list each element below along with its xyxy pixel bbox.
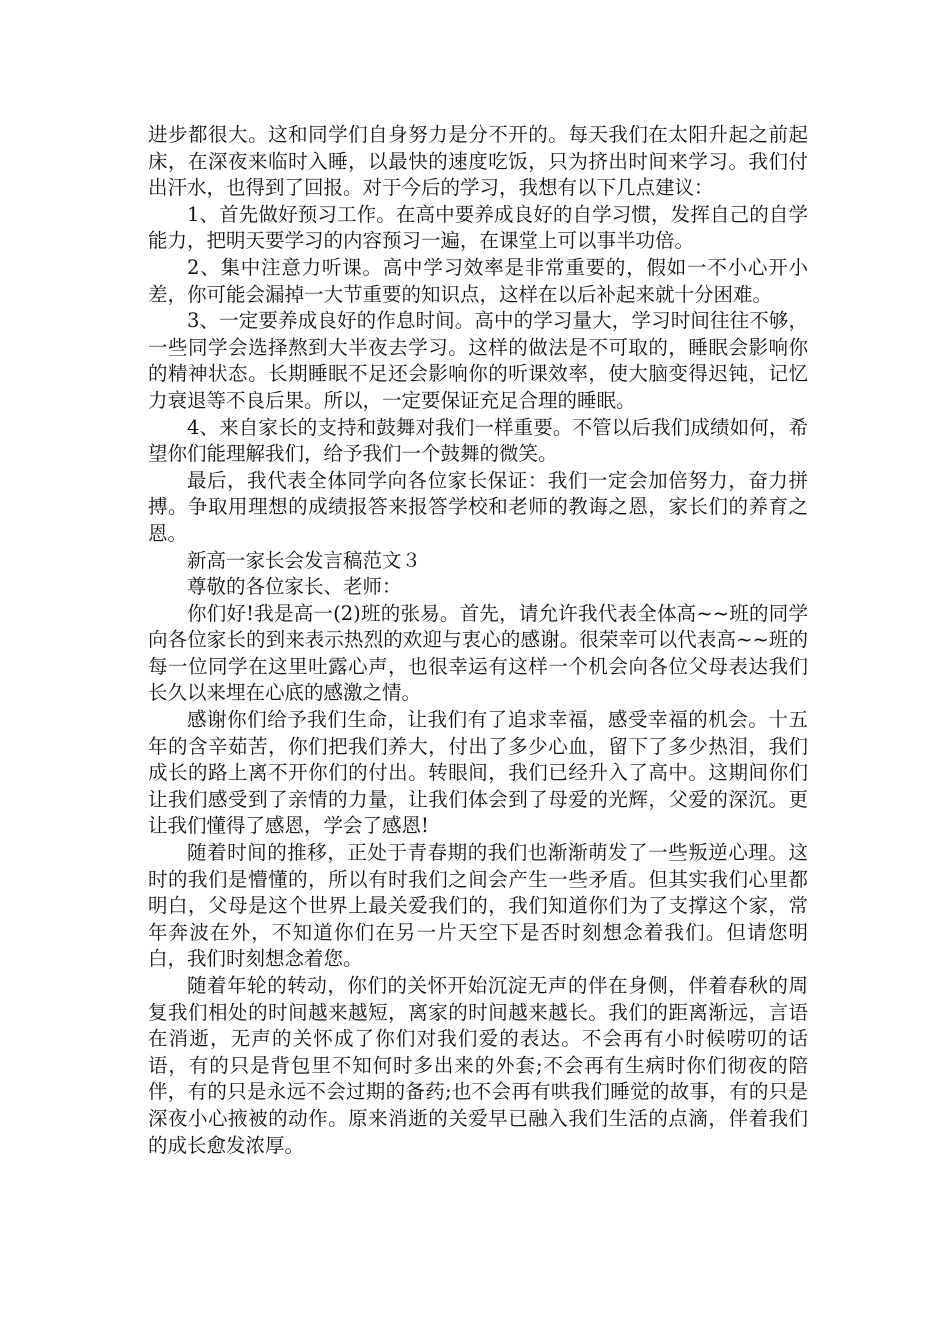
paragraph-suggestion-3: 3、一定要养成良好的作息时间。高中的学习量大，学习时间往往不够，一些同学会选择熬到大半夜去学习。这样的做法是不可取的，睡眠会影响你的精神状态。长期睡眠不足还会影响你的听课效率，使大脑变得迟钝，记忆力衰退等不良后果。所以，一定要保证充足合理的睡眠。 [148,309,808,412]
paragraph-suggestion-4: 4、来自家长的支持和鼓舞对我们一样重要。不管以后我们成绩如何，希望你们能理解我们，给予我们一个鼓舞的微笑。 [148,415,808,466]
body-text [148,122,808,1159]
paragraph-care: 随着年轮的转动，你们的关怀开始沉淀无声的伴在身侧，伴着春秋的周复我们相处的时间越来越短，离家的时间越来越长。我们的距离渐远，言语在消逝，无声的关怀成了你们对我们爱的表达。不会再有小时候唠叨的话语，有的只是背包里不知何时多出来的外套;不会再有生病时你们彻夜的陪伴，有的只是永远不会过期的备药;也不会再有哄我们睡觉的故事，有的只是深夜小心掖被的动作。原来消逝的关爱早已融入我们生活的点滴，伴着我们的成长愈发浓厚。 [148,974,808,1157]
paragraph-gratitude: 感谢你们给予我们生命，让我们有了追求幸福，感受幸福的机会。十五年的含辛茹苦，你们把我们养大，付出了多少心血，留下了多少热泪，我们成长的路上离不开你们的付出。转眼间，我们已经升入了高中。这期间你们让我们感受到了亲情的力量，让我们体会到了母爱的光辉，父爱的深沉。更让我们懂得了感恩，学会了感恩! [148,708,808,838]
section-title: 新高一家长会发言稿范文３ [187,548,422,572]
salutation: 尊敬的各位家长、老师： [187,575,402,599]
paragraph-suggestion-2: 2、集中注意力听课。高中学习效率是非常重要的，假如一不小心开小差，你可能会漏掉一大节重要的知识点，这样在以后补起来就十分困难。 [148,255,808,306]
paragraph-adolescence: 随着时间的推移，正处于青春期的我们也渐渐萌发了一些叛逆心理。这时的我们是懵懂的，所以有时我们之间会产生一些矛盾。但其实我们心里都明白，父母是这个世界上最关爱我们的，我们知道你们为了支撑这个家，常年奔波在外，不知道你们在另一片天空下是否时刻想念着我们。但请您明白，我们时刻想念着您。 [148,841,808,971]
paragraph-continuation: 进步都很大。这和同学们自身努力是分不开的。每天我们在太阳升起之前起床，在深夜来临时入睡，以最快的速度吃饭，只为挤出时间来学习。我们付出汗水，也得到了回报。对于今后的学习，我想有以下几点建议： [148,123,808,200]
paragraph-greeting: 你们好!我是高一(2)班的张易。首先，请允许我代表全体高~~班的同学向各位家长的到来表示热烈的欢迎与衷心的感谢。很荣幸可以代表高~~班的每一位同学在这里吐露心声，也很幸运有这样一个机会向各位父母表达我们长久以来埋在心底的感激之情。 [148,601,808,705]
paragraph-closing: 最后，我代表全体同学向各位家长保证：我们一定会加倍努力，奋力拼搏。争取用理想的成绩报答来报答学校和老师的教诲之恩，家长们的养育之恩。 [148,468,808,545]
paragraph-suggestion-1: 1、首先做好预习工作。在高中要养成良好的自学习惯，发挥自己的自学能力，把明天要学习的内容预习一遍，在课堂上可以事半功倍。 [148,202,808,253]
